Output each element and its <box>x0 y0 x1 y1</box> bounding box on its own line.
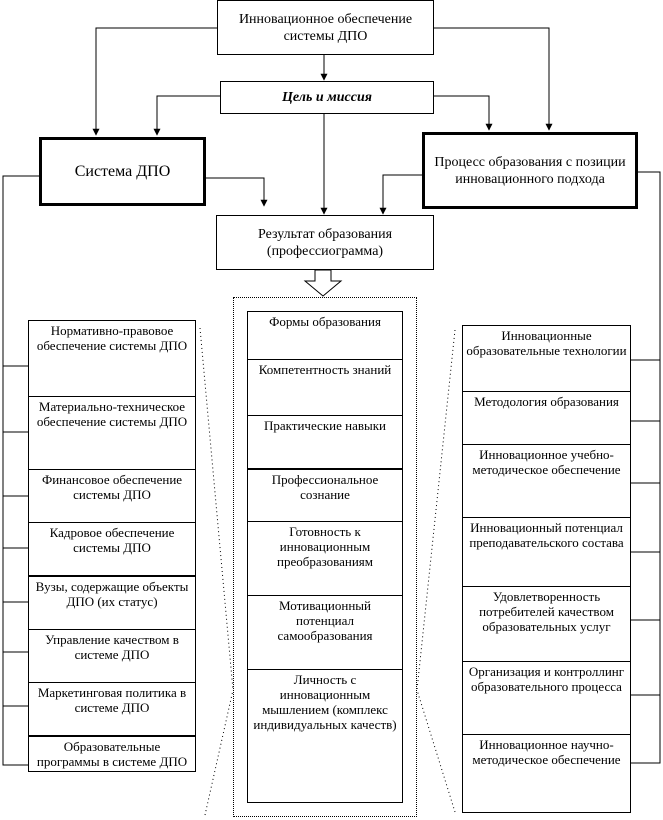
left-item: Материально-техническое обеспечение системы ДПО <box>29 396 195 469</box>
left-item: Финансовое обеспечение системы ДПО <box>29 469 195 522</box>
center-item: Личность с инновационным мышлением (комплекс индивидуальных качеств) <box>248 669 402 804</box>
education-result-box <box>216 215 434 270</box>
left-column <box>28 320 196 772</box>
right-column <box>462 325 631 813</box>
left-item: Маркетинговая политика в системе ДПО <box>29 682 195 735</box>
left-item: Управление качеством в системе ДПО <box>29 629 195 682</box>
right-item: Инновационный потенциал преподавательского состава <box>463 517 630 586</box>
right-item: Организация и контроллинг образовательного процесса <box>463 661 630 734</box>
right-item: Удовлетворенность потребителей качеством образовательных услуг <box>463 586 630 661</box>
innovation-support-label: Инновационное обеспечение системы ДПО <box>238 11 413 44</box>
center-column <box>247 311 403 803</box>
right-item: Инновационные образовательные технологии <box>466 328 627 358</box>
center-item: Профессиональное сознание <box>248 468 402 521</box>
goal-mission-box <box>220 81 434 114</box>
right-item: Инновационное учебно-методическое обеспечение <box>463 444 630 517</box>
center-item: Формы образования <box>269 314 381 329</box>
dpo-system-label: Система ДПО <box>74 163 171 180</box>
center-item: Мотивационный потенциал самообразования <box>248 595 402 669</box>
left-item: Образовательные программы в системе ДПО <box>29 735 195 773</box>
innovation-support-box <box>217 0 434 55</box>
education-process-label: Процесс образования с позиции инновационного подхода <box>434 154 626 187</box>
education-process-box <box>422 132 638 209</box>
left-item: Кадровое обеспечение системы ДПО <box>29 522 195 575</box>
right-item: Методология образования <box>463 391 630 444</box>
center-item: Готовность к инновационным преобразованиям <box>248 521 402 595</box>
center-item: Компетентность знаний <box>248 359 402 415</box>
right-item: Инновационное научно-методическое обеспечение <box>463 734 630 814</box>
left-item: Нормативно-правовое обеспечение системы ДПО <box>36 323 188 353</box>
education-result-label: Результат образования (профессиограмма) <box>257 226 393 259</box>
goal-mission-label: Цель и миссия <box>282 90 372 105</box>
center-item: Практические навыки <box>248 415 402 468</box>
dpo-system-box <box>39 137 206 206</box>
left-item: Вузы, содержащие объекты ДПО (их статус) <box>29 575 195 629</box>
